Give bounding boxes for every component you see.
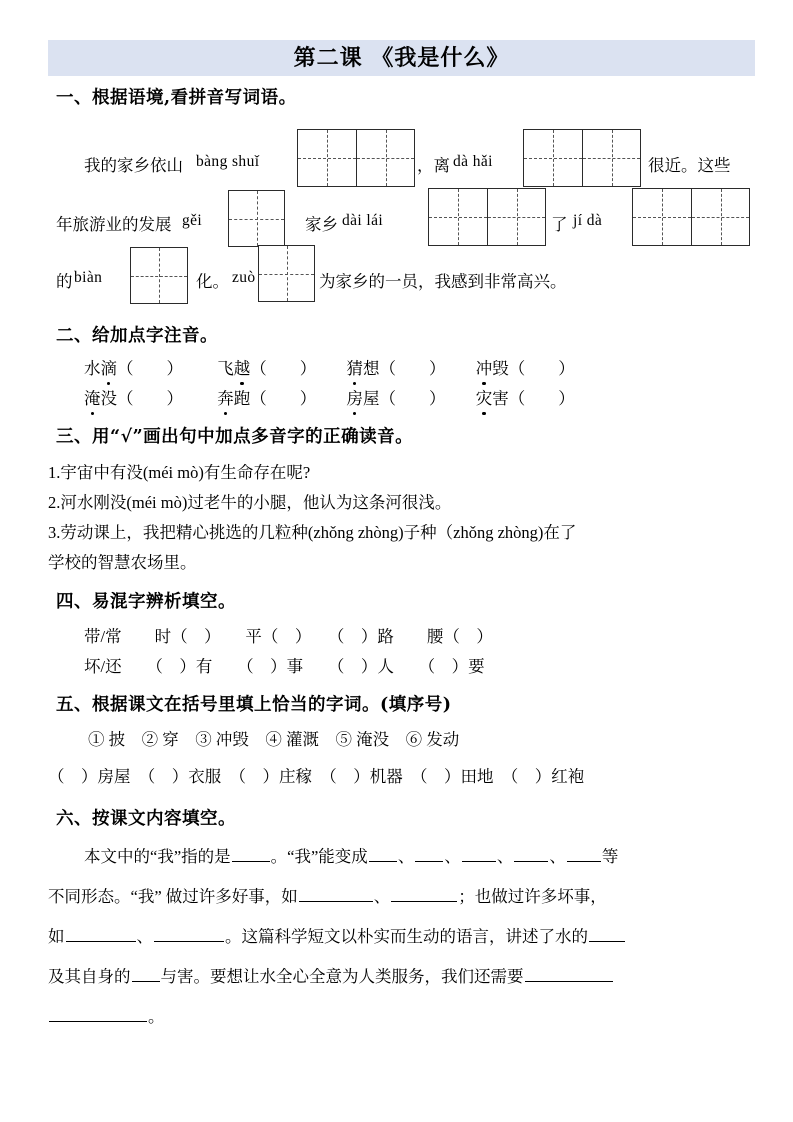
dotted-char: 冲 — [476, 355, 493, 379]
tianzige-bangshui[interactable] — [297, 129, 415, 187]
dotted-char: 房 — [347, 385, 364, 409]
s6-paragraph-line-3 — [48, 920, 626, 954]
tianzige-cell — [356, 130, 414, 186]
s6-l3-a: 如 — [48, 927, 65, 946]
section-6-heading: 六、按课文内容填空。 — [56, 809, 236, 829]
page-title: 第二课 《我是什么》 — [293, 45, 510, 71]
tianzige-cell — [229, 191, 284, 246]
s2-word-6: 奔跑（ ） — [217, 389, 316, 408]
s6-paragraph-line-2 — [48, 880, 607, 914]
dotted-char: 猜 — [347, 355, 364, 379]
s6-l5-end: 。 — [148, 1007, 165, 1026]
s2-word-7: 房屋（ ） — [347, 389, 446, 408]
s1-line2-text-b: 家乡 — [305, 215, 338, 234]
s2-word-1: 水滴（ ） — [84, 359, 183, 378]
s1-line2-pinyin-jida: jí dà — [573, 212, 603, 229]
s6-l2-b: 、 — [373, 887, 391, 906]
s4-row-1: 带/常 时（ ） 平（ ） （ ）路 腰（ ） — [84, 627, 493, 646]
s3-question-1: 1.宇宙中有没(méi mò)有生命存在呢? — [48, 463, 311, 482]
s1-line1-text-a: 我的家乡依山 — [84, 156, 183, 175]
blank-field[interactable] — [589, 925, 625, 943]
s4-row-2: 坏/还 （ ）有 （ ）事 （ ）人 （ ）要 — [84, 657, 485, 676]
s2-word-4: 冲毁（ ） — [476, 359, 575, 378]
blank-field[interactable] — [415, 845, 443, 863]
s3-question-3-line-1: 3.劳动课上，我把精心挑选的几粒种(zhǒng zhòng)子种（zhǒng zhòng)在了 — [48, 523, 577, 542]
s1-line2-text-a: 年旅游业的发展 — [56, 215, 172, 234]
blank-field[interactable] — [514, 845, 548, 863]
s6-l4-a: 及其自身的 — [48, 967, 131, 986]
s3-question-2: 2.河水刚没(méi mò)过老牛的小腿，他认为这条河很浅。 — [48, 493, 452, 512]
s6-paragraph-line-4 — [48, 960, 614, 994]
tianzige-cell — [633, 189, 691, 245]
section-2-heading: 二、给加点字注音。 — [56, 326, 218, 346]
s1-line1-text-c: 很近。这些 — [648, 156, 731, 175]
tianzige-cell — [487, 189, 545, 245]
s6-l3-b: 、 — [136, 927, 153, 946]
tianzige-cell — [298, 130, 356, 186]
s6-l1-b: 。“我”能变成 — [270, 847, 368, 866]
s1-line3-text-c: 为家乡的一员，我感到非常高兴。 — [319, 272, 567, 291]
blank-field[interactable] — [232, 845, 270, 863]
s6-l2-c: ；也做过许多坏事， — [458, 887, 607, 906]
s1-line3-text-b: 化。 — [196, 272, 229, 291]
blank-field[interactable] — [49, 1005, 147, 1023]
blank-field[interactable] — [525, 965, 613, 983]
s6-paragraph-line-1 — [84, 840, 618, 874]
blank-field[interactable] — [462, 845, 496, 863]
s6-l1-c: 、 — [397, 847, 415, 866]
tianzige-cell — [524, 130, 582, 186]
tianzige-bian[interactable] — [130, 247, 188, 304]
s1-line1-pinyin-dahai: dà hǎi — [453, 153, 493, 170]
s1-line3-text-a: 的 — [56, 272, 73, 291]
s6-paragraph-line-5 — [48, 1000, 165, 1034]
s2-row-1 — [84, 355, 575, 379]
blank-field[interactable] — [132, 965, 160, 983]
s6-l1-e: 、 — [496, 847, 514, 866]
s2-word-3: 猜想（ ） — [347, 359, 446, 378]
blank-field[interactable] — [369, 845, 397, 863]
tianzige-jida[interactable] — [632, 188, 750, 246]
s1-line3-pinyin-bian: biàn — [74, 269, 103, 286]
tianzige-dahai[interactable] — [523, 129, 641, 187]
s1-line1-text-b: ，离 — [417, 156, 450, 175]
section-4-heading: 四、易混字辨析填空。 — [56, 592, 236, 612]
s6-l3-c: 。这篇科学短文以朴实而生动的语言，讲述了水的 — [225, 927, 588, 946]
s1-line1-pinyin-bangshui: bàng shuǐ — [196, 153, 260, 170]
tianzige-cell — [429, 189, 487, 245]
tianzige-cell — [131, 248, 187, 303]
blank-field[interactable] — [299, 885, 373, 903]
s1-line3-pinyin-zuo: zuò — [232, 269, 256, 286]
s6-l1-f: 、 — [549, 847, 566, 866]
dotted-char: 淹 — [84, 385, 101, 409]
blank-field[interactable] — [391, 885, 457, 903]
s6-l4-b: 与害。要想让水全心全意为人类服务，我们还需要 — [160, 967, 524, 986]
tianzige-zuo[interactable] — [258, 245, 315, 302]
s6-l1-g: 等 — [601, 847, 619, 866]
tianzige-cell — [259, 246, 314, 301]
dotted-char: 奔 — [217, 385, 234, 409]
section-3-heading: 三、用“√”画出句中加点多音字的正确读音。 — [56, 427, 414, 447]
s6-l2-a: 不同形态。“我” 做过许多好事，如 — [48, 887, 298, 906]
s1-line2-text-c: 了 — [551, 215, 568, 234]
tianzige-cell — [582, 130, 640, 186]
s3-question-3-line-2: 学校的智慧农场里。 — [48, 553, 197, 572]
dotted-char: 灾 — [476, 385, 493, 409]
s2-word-8: 灾害（ ） — [476, 389, 575, 408]
s6-l1-a: 本文中的“我”指的是 — [84, 847, 231, 866]
s6-l1-d: 、 — [444, 847, 461, 866]
tianzige-dailai[interactable] — [428, 188, 546, 246]
blank-field[interactable] — [567, 845, 601, 863]
blank-field[interactable] — [154, 925, 224, 943]
s1-line2-pinyin-gei: gěi — [182, 212, 203, 229]
tianzige-gei[interactable] — [228, 190, 285, 247]
section-5-heading: 五、根据课文在括号里填上恰当的字词。(填序号) — [56, 695, 452, 715]
s5-answer-slots[interactable]: （ ）房屋 （ ）衣服 （ ）庄稼 （ ）机器 （ ）田地 （ ）红袍 — [48, 767, 585, 786]
s1-line2-pinyin-dailai: dài lái — [342, 212, 384, 229]
blank-field[interactable] — [66, 925, 136, 943]
s2-row-2 — [84, 385, 575, 409]
dotted-char: 滴 — [101, 355, 118, 379]
dotted-char: 越 — [234, 355, 251, 379]
s2-word-2: 飞越（ ） — [217, 359, 316, 378]
tianzige-cell — [691, 189, 749, 245]
s2-word-5: 淹没（ ） — [84, 389, 183, 408]
s5-options: ① 披 ② 穿 ③ 冲毁 ④ 灌溉 ⑤ 淹没 ⑥ 发动 — [88, 730, 460, 749]
section-1-heading: 一、根据语境,看拼音写词语。 — [56, 88, 297, 108]
